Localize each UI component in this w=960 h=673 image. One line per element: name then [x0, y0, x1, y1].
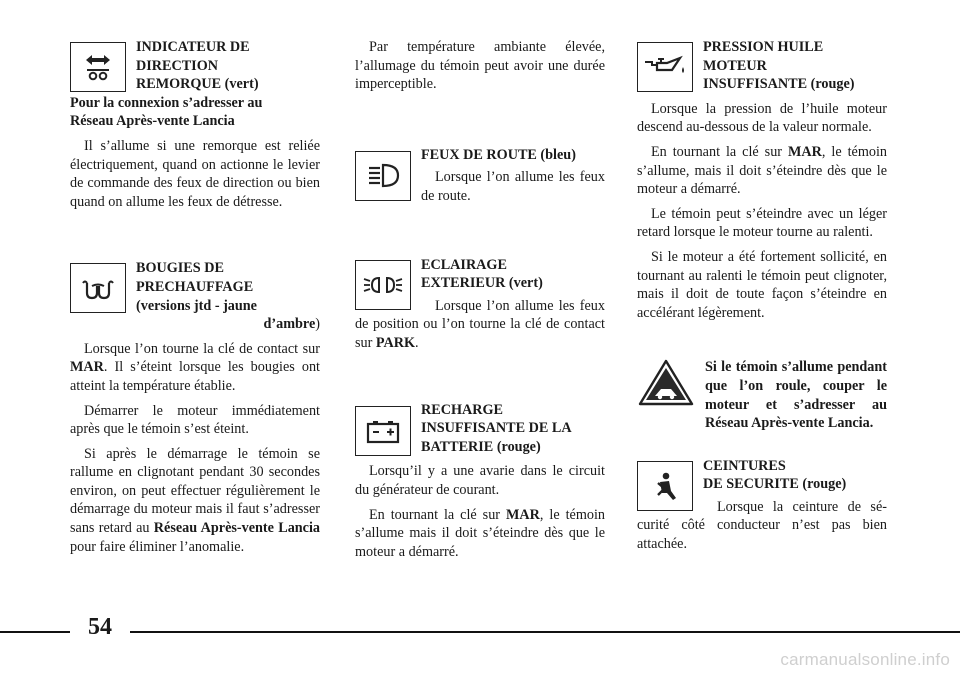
oil-pressure-text-1: Lorsque la pression de l’huile moteur descend au-dessous de la valeur normale. [637, 100, 887, 136]
seatbelt-text: Lorsque la ceinture de sécurité côté conducteur n’est pas bien attachée. [637, 498, 887, 553]
exterior-lights-icon [355, 260, 411, 310]
high-beam-title: FEUX DE ROUTE (bleu) [421, 146, 576, 163]
section-high-beam [355, 146, 605, 206]
oil-pressure-text-3: Le témoin peut s’éteindre avec un léger retard lorsque le moteur tourne au ralenti. [637, 205, 887, 241]
battery-icon [355, 406, 411, 456]
section-exterior-lights [355, 256, 605, 353]
trailer-indicator-title: INDICATEUR DE DIRECTION REMORQUE (vert) [136, 39, 259, 93]
page-number: 54 [88, 614, 112, 640]
battery-text-1: Lorsqu’il y a une avarie dans le circuit du générateur de courant. [355, 463, 605, 498]
temperature-note: Par température ambiante élevée, l’allumage du témoin peut avoir une durée imperceptible. [355, 39, 605, 93]
glow-plugs-title: BOUGIES DE PRECHAUFFAGE (versions jtd - jaune d’ambre) [136, 260, 320, 333]
section-glow-plugs [70, 259, 320, 556]
trailer-connection-note: Pour la connexion s’adresser au Réseau Après-vente Lancia [70, 94, 263, 130]
oil-pressure-text-2: En tournant la clé sur MAR, le témoin s’allume, mais il doit s’éteindre dès que le moteur a démarré. [637, 143, 887, 198]
glow-plugs-text-1: Lorsque l’on tourne la clé de contact sur MAR. Il s’éteint lorsque les bougies ont atteint la température établie. [70, 340, 320, 394]
glow-plug-icon [70, 263, 126, 313]
footer-rule-left [0, 631, 70, 633]
section-trailer-indicator [70, 38, 320, 211]
warning-text: Si le témoin s’allume pendant que l’on roule, couper le moteur et s’adresser au Réseau Après-vente Lancia. [705, 359, 887, 432]
warning-triangle-icon [637, 358, 695, 408]
column-left [70, 38, 320, 556]
oil-pressure-title: PRESSION HUILE MOTEUR INSUFFISANTE (rouge) [703, 39, 855, 93]
column-middle [355, 38, 605, 561]
glow-plugs-text-2: Démarrer le moteur immédiatement après que le témoin s’est éteint. [70, 402, 320, 438]
trailer-indicator-icon [70, 42, 126, 92]
footer-rule-right [130, 631, 960, 633]
warning-block [637, 358, 887, 432]
trailer-indicator-text: Il s’allume si une remorque est reliée électriquement, quand on actionne le levier de commande des feux de direction ou bien quand on allume les feux de détresse. [70, 137, 320, 210]
exterior-lights-title: ECLAIRAGE EXTERIEUR (vert) [421, 256, 543, 292]
section-oil-pressure [637, 38, 887, 322]
high-beam-text: Lorsque l’on allume les feux de route. [421, 169, 605, 204]
oil-pressure-text-4: Si le moteur a été fortement sollicité, en tournant au ralenti le témoin peut clignoter, mais il doit de toute façon s’éteindre en accélérant légèrement. [637, 248, 887, 321]
battery-title: RECHARGE INSUFFISANTE DE LA BATTERIE (rouge) [421, 401, 572, 455]
glow-plugs-text-3: Si après le démarrage le témoin se rallume en clignotant pendant 30 secondes environ, on peut effectuer régulièrement le démarrage du moteur mais il faut s’adresser sans retard au Réseau Après-vente Lancia pour faire éliminer l’anomalie. [70, 445, 321, 555]
battery-text-2: En tournant la clé sur MAR, le témoin s’allume mais il doit s’éteindre dès que le moteur a démarré. [355, 506, 605, 560]
oil-pressure-icon [637, 42, 693, 92]
watermark: carmanualsonline.info [780, 650, 950, 669]
exterior-lights-text: Lorsque l’on allume les feux de position ou l’on tourne la clé de contact sur PARK. [355, 297, 605, 351]
seatbelt-icon [637, 461, 693, 511]
seatbelt-title: CEINTURES DE SECURITE (rouge) [703, 457, 847, 493]
section-battery [355, 401, 605, 562]
section-seatbelt [637, 457, 887, 554]
column-right [637, 38, 887, 554]
high-beam-icon [355, 151, 411, 201]
